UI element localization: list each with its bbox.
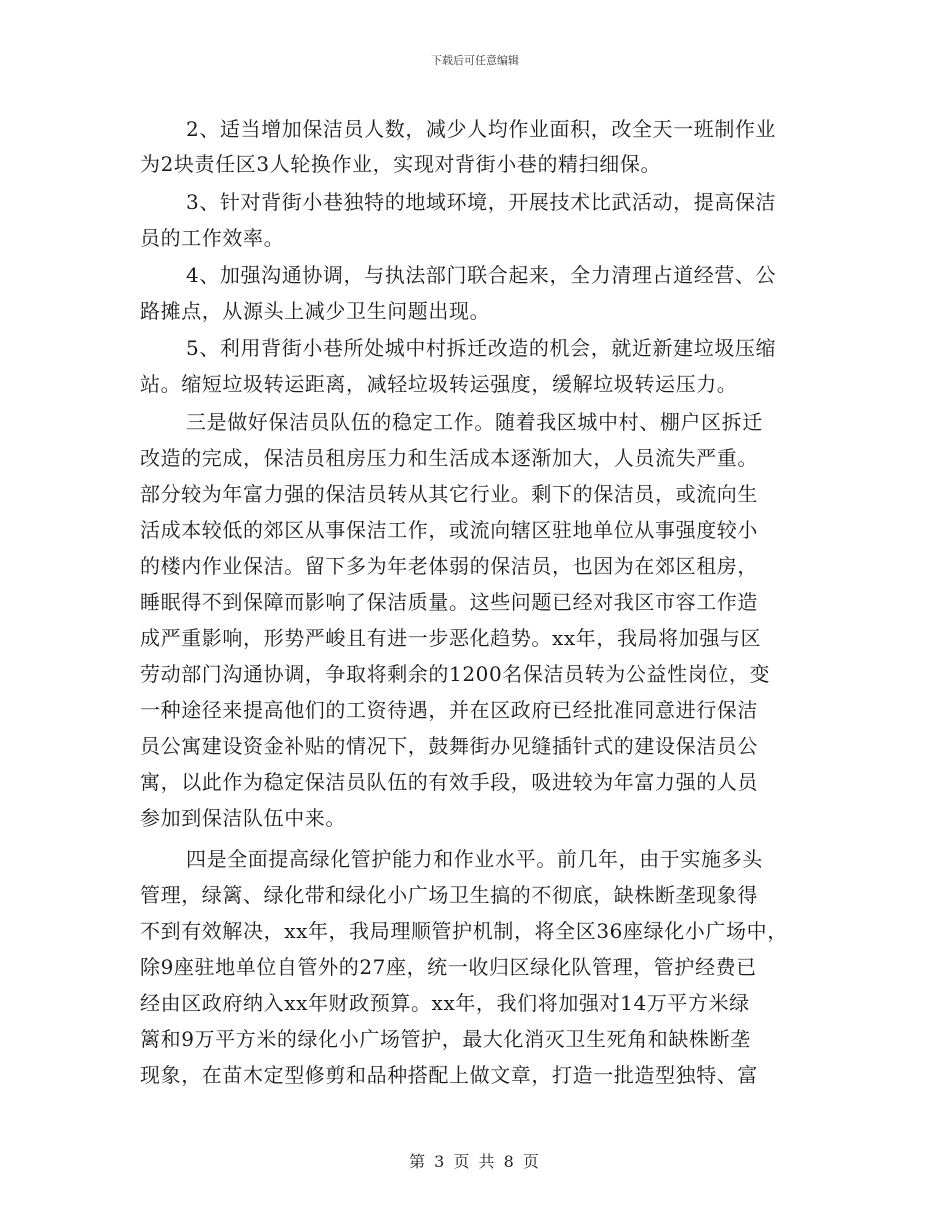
- text-line: 不到有效解决，xx年，我局理顺管护机制，将全区36座绿化小广场中，: [140, 919, 788, 943]
- page-number-footer: 第 3 页 共 8 页: [409, 1152, 541, 1171]
- text-line: 管理，绿篱、绿化带和绿化小广场卫生搞的不彻底，缺株断垄现象得: [140, 883, 758, 907]
- text-line: 3、针对背街小巷独特的地域环境，开展技术比武活动，提高保洁: [186, 190, 777, 214]
- text-line: 4、加强沟通协调，与执法部门联合起来，全力清理占道经营、公: [186, 263, 777, 287]
- text-line: 路摊点，从源头上减少卫生问题出现。: [140, 299, 491, 323]
- text-line: 经由区政府纳入xx年财政预算。xx年，我们将加强对14万平方米绿: [140, 991, 750, 1015]
- text-line: 三是做好保洁员队伍的稳定工作。随着我区城中村、棚户区拆迁: [186, 410, 763, 434]
- text-line: 劳动部门沟通协调，争取将剩余的1200名保洁员转为公益性岗位，变: [140, 662, 771, 686]
- text-line: 现象，在苗木定型修剪和品种搭配上做文章，打造一批造型独特、富: [140, 1063, 758, 1087]
- text-line: 一种途径来提高他们的工资待遇，并在区政府已经批准同意进行保洁: [140, 698, 758, 722]
- page-header: 下载后可任意编辑: [431, 54, 519, 67]
- text-line: 员公寓建设资金补贴的情况下，鼓舞街办见缝插针式的建设保洁员公: [140, 734, 758, 758]
- text-line: 篱和9万平方米的绿化小广场管护，最大化消灭卫生死角和缺株断垄: [140, 1027, 751, 1051]
- text-line: 成严重影响，形势严峻且有进一步恶化趋势。xx年，我局将加强与区: [140, 626, 762, 650]
- text-line: 为2块责任区3人轮换作业，实现对背街小巷的精扫细保。: [140, 152, 662, 176]
- text-line: 寓，以此作为稳定保洁员队伍的有效手段，吸进较为年富力强的人员: [140, 770, 758, 794]
- text-line: 2、适当增加保洁员人数，减少人均作业面积，改全天一班制作业: [186, 117, 777, 141]
- text-line: 5、利用背街小巷所处城中村拆迁改造的机会，就近新建垃圾压缩: [186, 336, 777, 360]
- text-line: 站。缩短垃圾转运距离，减轻垃圾转运强度，缓解垃圾转运压力。: [140, 372, 738, 396]
- text-line: 除9座驻地单位自管外的27座，统一收归区绿化队管理，管护经费已: [140, 955, 757, 979]
- text-line: 的楼内作业保洁。留下多为年老体弱的保洁员，也因为在郊区租房，: [140, 554, 758, 578]
- text-line: 改造的完成，保洁员租房压力和生活成本逐渐加大，人员流失严重。: [140, 446, 758, 470]
- text-line: 睡眠得不到保障而影响了保洁质量。这些问题已经对我区市容工作造: [140, 590, 758, 614]
- text-line: 参加到保洁队伍中来。: [140, 806, 346, 830]
- text-line: 员的工作效率。: [140, 226, 285, 250]
- text-line: 四是全面提高绿化管护能力和作业水平。前几年，由于实施多头: [186, 847, 763, 871]
- text-line: 活成本较低的郊区从事保洁工作，或流向辖区驻地单位从事强度较小: [140, 518, 758, 542]
- text-line: 部分较为年富力强的保洁员转从其它行业。剩下的保洁员，或流向生: [140, 482, 758, 506]
